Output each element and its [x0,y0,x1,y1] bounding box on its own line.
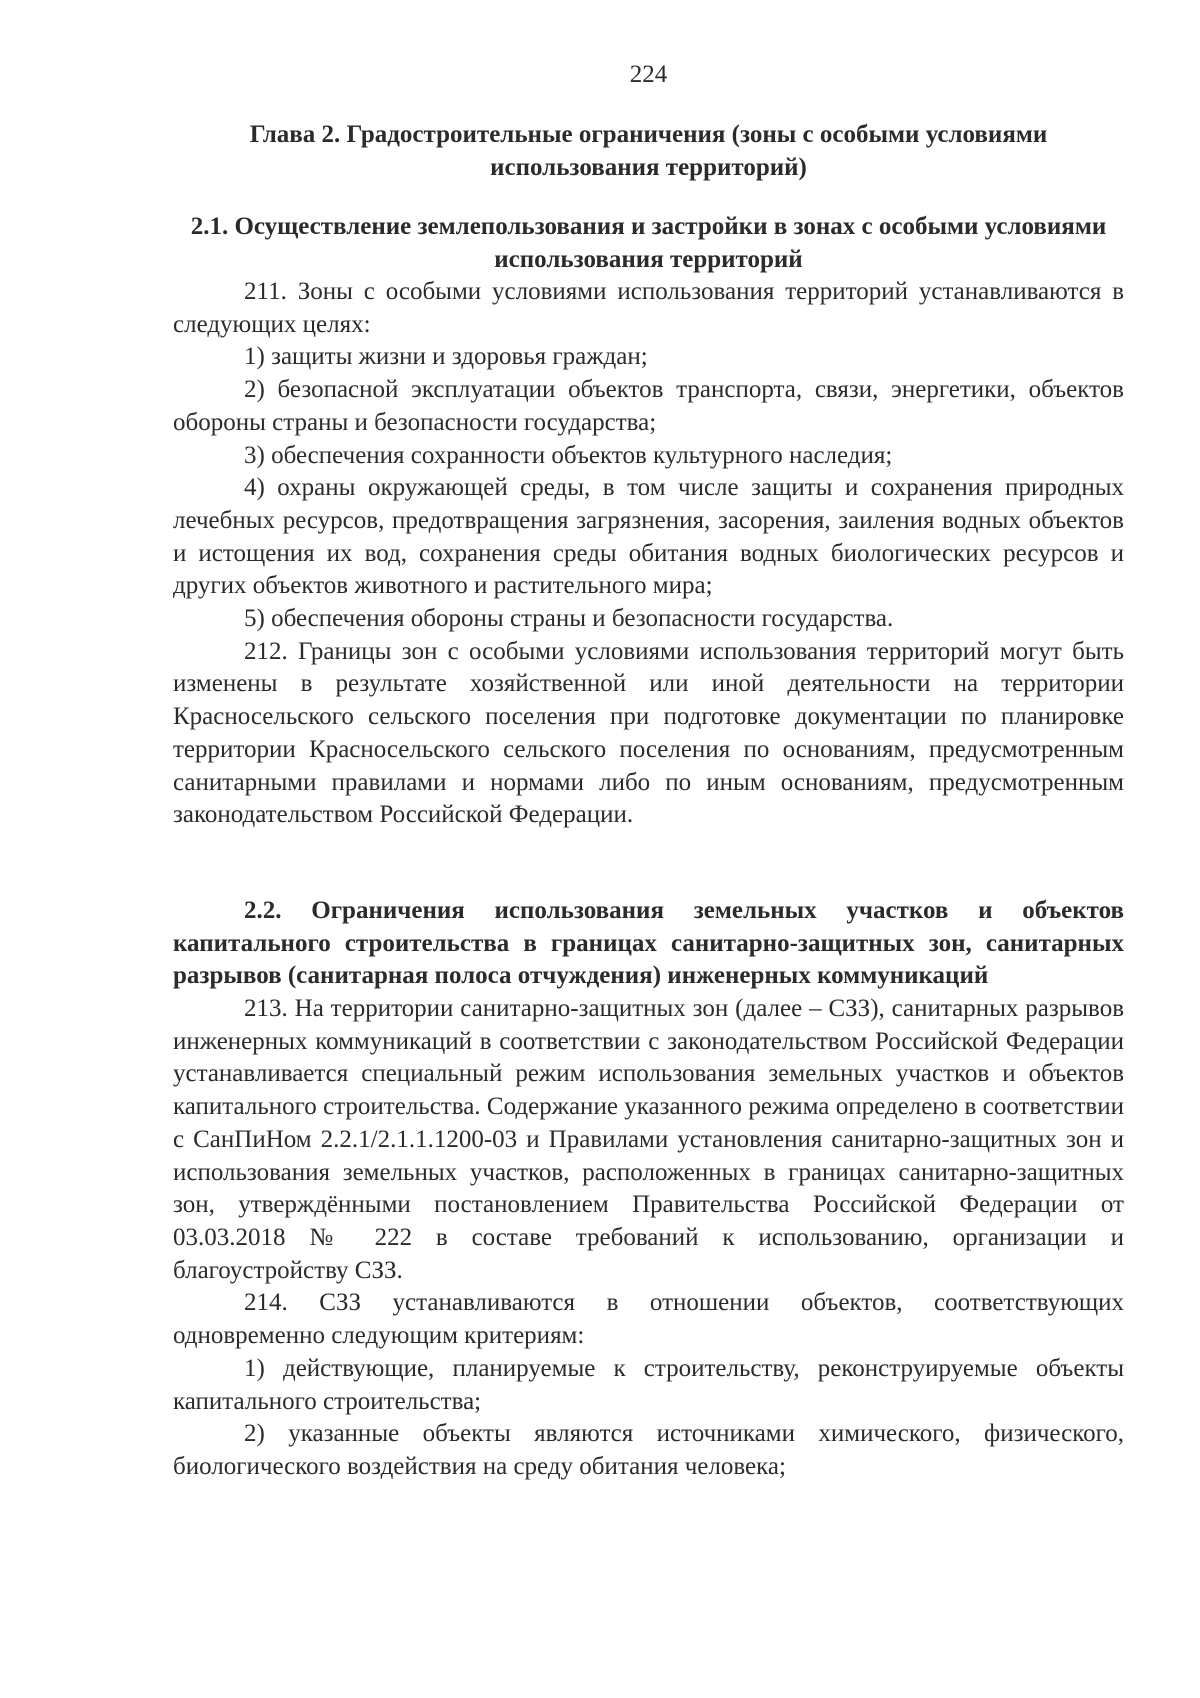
paragraph-214: 214. СЗЗ устанавливаются в отношении объектов, соответствующих одновременно следующим критериям: [173,1289,1124,1350]
criteria-item-2: 2) указанные объекты являются источниками химического, физического, биологического воздействия на среду обитания человека; [173,1420,1124,1480]
document-page [173,60,1124,1484]
criteria-item-1: 1) действующие, планируемые к строительству, реконструируемые объекты капитального строительства; [173,1354,1124,1415]
paragraph-211: 211. Зоны с особыми условиями использования территорий устанавливаются в следующих целях: [173,278,1124,338]
paragraph-213: 213. На территории санитарно-защитных зон (далее – СЗЗ), санитарных разрывов инженерных коммуникаций в соответствии с законодательством Российской Федерации устанавливается специальный режим использования земельных участков и объектов капитального строительства. Содержание указанного режима определено в соответствии с СанПиНом 2.2.1/2.1.1.1200-03 и Правилами установления санитарно-защитных зон и использования земельных участков, расположенных в границах санитарно-защитных зон, утверждёнными постановлением Правительства Российской Федерации от 03.03.2018 № 222 в составе требований к использованию, организации и благоустройству СЗЗ. [173,995,1124,1284]
chapter-title: Глава 2. Градостроительные ограничения (зоны с особыми условиями использования территорий) [249,121,1048,181]
list-item-2: 2) безопасной эксплуатации объектов транспорта, связи, энергетики, объектов обороны страны и безопасности государства; [173,376,1124,436]
paragraph-212: 212. Границы зон с особыми условиями использования территорий могут быть изменены в результате хозяйственной или иной деятельности на территории Красносельского сельского поселения при подготовке документации по планировке территории Красносельского сельского поселения по основаниям, предусмотренным санитарными правилами и нормами либо по иным основаниям, предусмотренным законодательством Российской Федерации. [173,637,1124,829]
list-item-5: 5) обеспечения обороны страны и безопасности государства. [244,605,894,633]
list-item-4: 4) охраны окружающей среды, в том числе защиты и сохранения природных лечебных ресурсов, предотвращения загрязнения, засорения, заиления водных объектов и истощения их вод, сохранения среды обитания водных биологических ресурсов и других объектов животного и растительного мира; [173,474,1124,600]
section-2-1-title: 2.1. Осуществление землепользования и застройки в зонах с особыми условиями использования территорий [190,213,1107,273]
list-item-1: 1) защиты жизни и здоровья граждан; [244,343,648,371]
list-item-3: 3) обеспечения сохранности объектов культурного наследия; [244,441,893,469]
page-number: 224 [629,61,668,88]
section-spacer [173,832,1124,895]
section-2-2-title: 2.2. Ограничения использования земельных участков и объектов капитального строительства в границах санитарно-защитных зон, санитарных разрывов (санитарная полоса отчуждения) инженерных коммуникаций [173,896,1124,990]
